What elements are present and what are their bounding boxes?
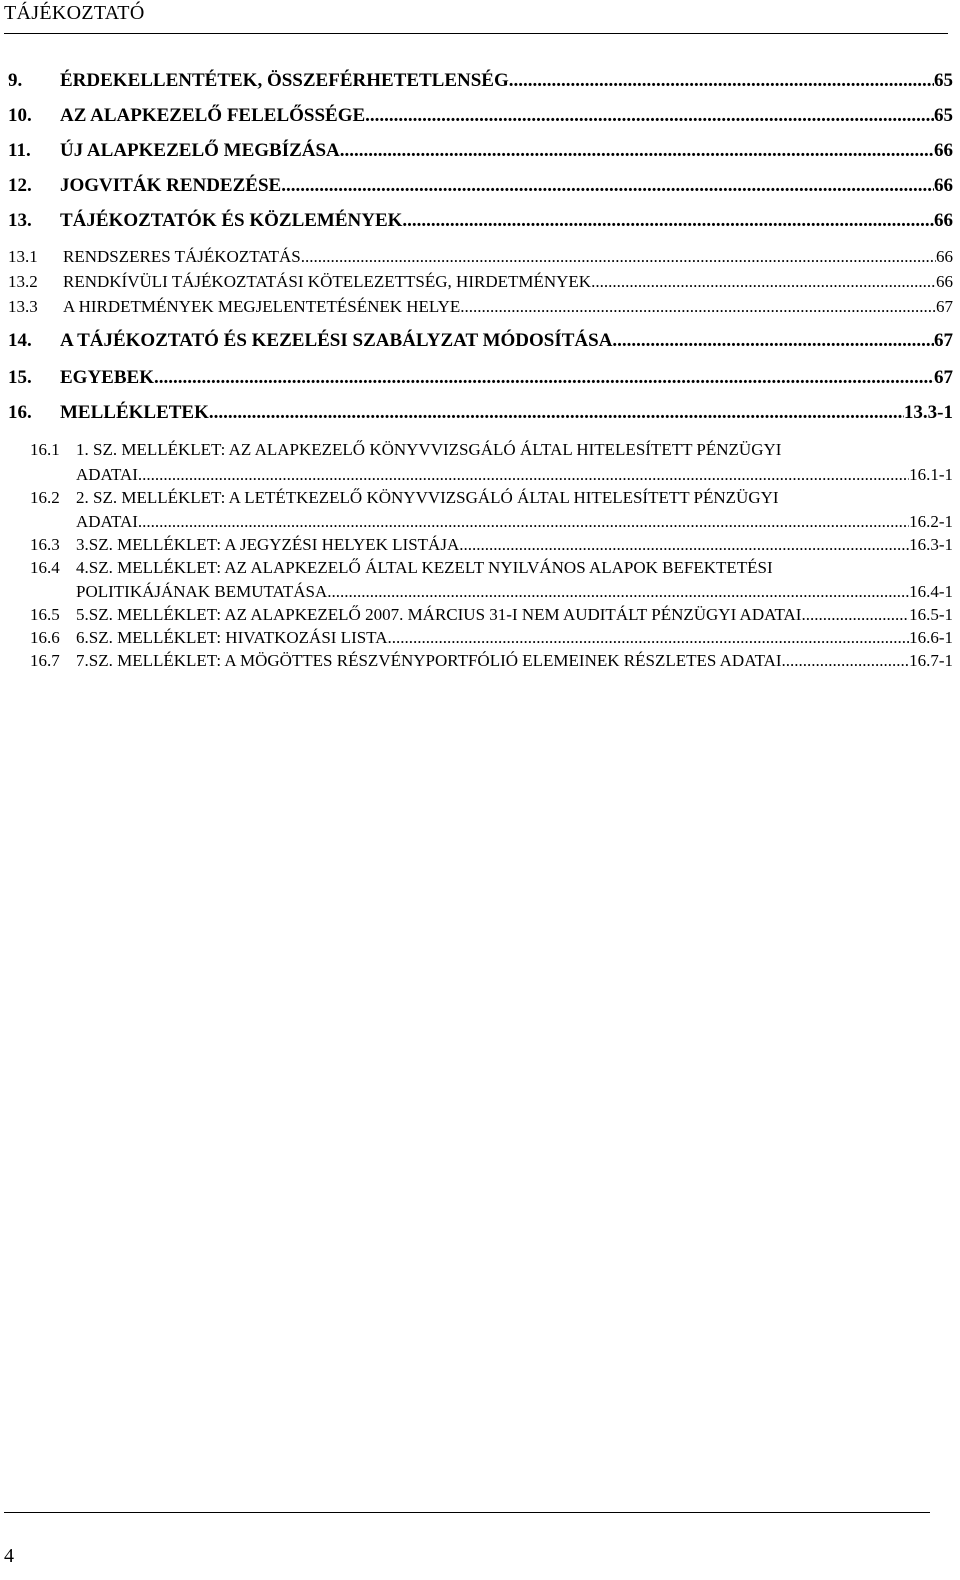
toc-entry-number: 16.1	[30, 440, 60, 459]
toc-dot-leader	[154, 367, 934, 389]
toc-entry-title: ÉRDEKELLENTÉTEK, ÖSSZEFÉRHETETLENSÉG	[60, 70, 509, 91]
toc-entry-title-continued: ADATAI	[76, 512, 138, 531]
toc-entry-number: 16.4	[30, 558, 60, 577]
toc-entry-title: 4.SZ. MELLÉKLET: AZ ALAPKEZELŐ ÁLTAL KEZELT NYILVÁNOS ALAPOK BEFEKTETÉSI	[76, 558, 773, 577]
running-header: TÁJÉKOZTATÓ	[4, 2, 145, 24]
header-divider	[4, 33, 948, 34]
toc-entry-number: 16.7	[30, 651, 60, 670]
toc-dot-leader	[327, 582, 909, 602]
toc-entry-page: 16.3-1	[909, 535, 953, 554]
toc-entry-16-1[interactable]	[30, 440, 953, 460]
toc-entry-13-1[interactable]	[8, 247, 953, 267]
toc-entry-page: 67	[934, 330, 953, 351]
toc-entry-16-2[interactable]	[30, 488, 953, 508]
toc-entry-page: 16.6-1	[909, 628, 953, 647]
toc-entry-page: 67	[934, 367, 953, 388]
toc-entry-title: 7.SZ. MELLÉKLET: A MÖGÖTTES RÉSZVÉNYPORTFÓLIÓ ELEMEINEK RÉSZLETES ADATAI	[76, 651, 782, 670]
toc-entry-title: 2. SZ. MELLÉKLET: A LETÉTKEZELŐ KÖNYVVIZSGÁLÓ ÁLTAL HITELESÍTETT PÉNZÜGYI	[76, 488, 779, 507]
toc-dot-leader	[402, 210, 934, 232]
toc-entry-page: 65	[934, 105, 953, 126]
toc-entry-16-2-continuation[interactable]	[76, 512, 953, 532]
toc-entry-page: 65	[934, 70, 953, 91]
toc-entry-title: 5.SZ. MELLÉKLET: AZ ALAPKEZELŐ 2007. MÁRCIUS 31-I NEM AUDITÁLT PÉNZÜGYI ADATAI	[76, 605, 802, 624]
toc-entry-page: 66	[936, 247, 953, 266]
toc-entry-title: ÚJ ALAPKEZELŐ MEGBÍZÁSA	[60, 140, 340, 161]
toc-entry-number: 16.3	[30, 535, 60, 554]
toc-entry-16[interactable]	[8, 402, 953, 424]
toc-dot-leader	[460, 297, 936, 317]
toc-entry-number: 16.	[8, 402, 32, 423]
toc-dot-leader	[340, 140, 934, 162]
toc-entry-title: EGYEBEK	[60, 367, 154, 388]
toc-entry-title: A TÁJÉKOZTATÓ ÉS KEZELÉSI SZABÁLYZAT MÓDOSÍTÁSA	[60, 330, 613, 351]
toc-entry-16-4-continuation[interactable]	[76, 582, 953, 602]
toc-entry-number: 12.	[8, 175, 32, 196]
toc-dot-leader	[782, 651, 910, 671]
toc-entry-11[interactable]	[8, 140, 953, 162]
toc-entry-16-7[interactable]	[30, 651, 953, 671]
toc-entry-page: 16.7-1	[909, 651, 953, 670]
toc-entry-number: 13.3	[8, 297, 38, 316]
toc-entry-16-6[interactable]	[30, 628, 953, 648]
toc-entry-title: A HIRDETMÉNYEK MEGJELENTETÉSÉNEK HELYE	[63, 297, 461, 316]
toc-entry-page: 66	[936, 272, 953, 291]
toc-entry-page: 16.2-1	[909, 512, 953, 531]
toc-entry-page: 16.1-1	[909, 465, 953, 484]
toc-dot-leader	[509, 70, 934, 92]
toc-entry-title: RENDSZERES TÁJÉKOZTATÁS	[63, 247, 301, 266]
footer-divider	[4, 1512, 930, 1513]
toc-entry-title: 1. SZ. MELLÉKLET: AZ ALAPKEZELŐ KÖNYVVIZSGÁLÓ ÁLTAL HITELESÍTETT PÉNZÜGYI	[76, 440, 782, 459]
toc-entry-9[interactable]	[8, 70, 953, 92]
toc-entry-page: 16.5-1	[909, 605, 953, 624]
toc-entry-title: MELLÉKLETEK	[60, 402, 209, 423]
toc-entry-number: 16.5	[30, 605, 60, 624]
toc-entry-page: 66	[934, 175, 953, 196]
toc-dot-leader	[591, 272, 936, 292]
toc-entry-number: 13.1	[8, 247, 38, 266]
toc-entry-number: 16.6	[30, 628, 60, 647]
toc-entry-page: 66	[934, 210, 953, 231]
toc-entry-number: 16.2	[30, 488, 60, 507]
toc-entry-14[interactable]	[8, 330, 953, 352]
toc-dot-leader	[209, 402, 904, 424]
toc-entry-title: AZ ALAPKEZELŐ FELELŐSSÉGE	[60, 105, 366, 126]
toc-dot-leader	[365, 105, 934, 127]
toc-entry-13-2[interactable]	[8, 272, 953, 292]
toc-entry-number: 11.	[8, 140, 31, 161]
toc-entry-number: 10.	[8, 105, 32, 126]
toc-dot-leader	[281, 175, 934, 197]
toc-entry-number: 15.	[8, 367, 32, 388]
toc-entry-title: 3.SZ. MELLÉKLET: A JEGYZÉSI HELYEK LISTÁJA	[76, 535, 460, 554]
toc-entry-16-1-continuation[interactable]	[76, 465, 953, 485]
toc-entry-title: RENDKÍVÜLI TÁJÉKOZTATÁSI KÖTELEZETTSÉG, HIRDETMÉNYEK	[63, 272, 592, 291]
toc-entry-page: 67	[936, 297, 953, 316]
toc-entry-number: 13.	[8, 210, 32, 231]
toc-entry-12[interactable]	[8, 175, 953, 197]
toc-entry-title: TÁJÉKOZTATÓK ÉS KÖZLEMÉNYEK	[60, 210, 403, 231]
toc-entry-title: JOGVITÁK RENDEZÉSE	[60, 175, 282, 196]
toc-entry-title-continued: ADATAI	[76, 465, 138, 484]
page-number: 4	[4, 1545, 14, 1567]
toc-entry-title: 6.SZ. MELLÉKLET: HIVATKOZÁSI LISTA	[76, 628, 388, 647]
toc-dot-leader	[301, 247, 936, 267]
toc-entry-page: 66	[934, 140, 953, 161]
toc-entry-number: 14.	[8, 330, 32, 351]
toc-dot-leader	[138, 512, 909, 532]
toc-entry-16-5[interactable]	[30, 605, 953, 625]
toc-dot-leader	[387, 628, 909, 648]
toc-entry-13[interactable]	[8, 210, 953, 232]
toc-entry-page: 16.4-1	[909, 582, 953, 601]
toc-entry-16-4[interactable]	[30, 558, 953, 578]
toc-dot-leader	[459, 535, 909, 555]
toc-entry-13-3[interactable]	[8, 297, 953, 317]
toc-entry-10[interactable]	[8, 105, 953, 127]
toc-dot-leader	[138, 465, 909, 485]
toc-entry-number: 9.	[8, 70, 23, 91]
toc-entry-15[interactable]	[8, 367, 953, 389]
toc-entry-number: 13.2	[8, 272, 38, 291]
toc-dot-leader	[612, 330, 934, 352]
toc-dot-leader	[801, 605, 909, 625]
toc-entry-page: 13.3-1	[903, 402, 953, 423]
toc-entry-16-3[interactable]	[30, 535, 953, 555]
toc-entry-title-continued: POLITIKÁJÁNAK BEMUTATÁSA	[76, 582, 328, 601]
